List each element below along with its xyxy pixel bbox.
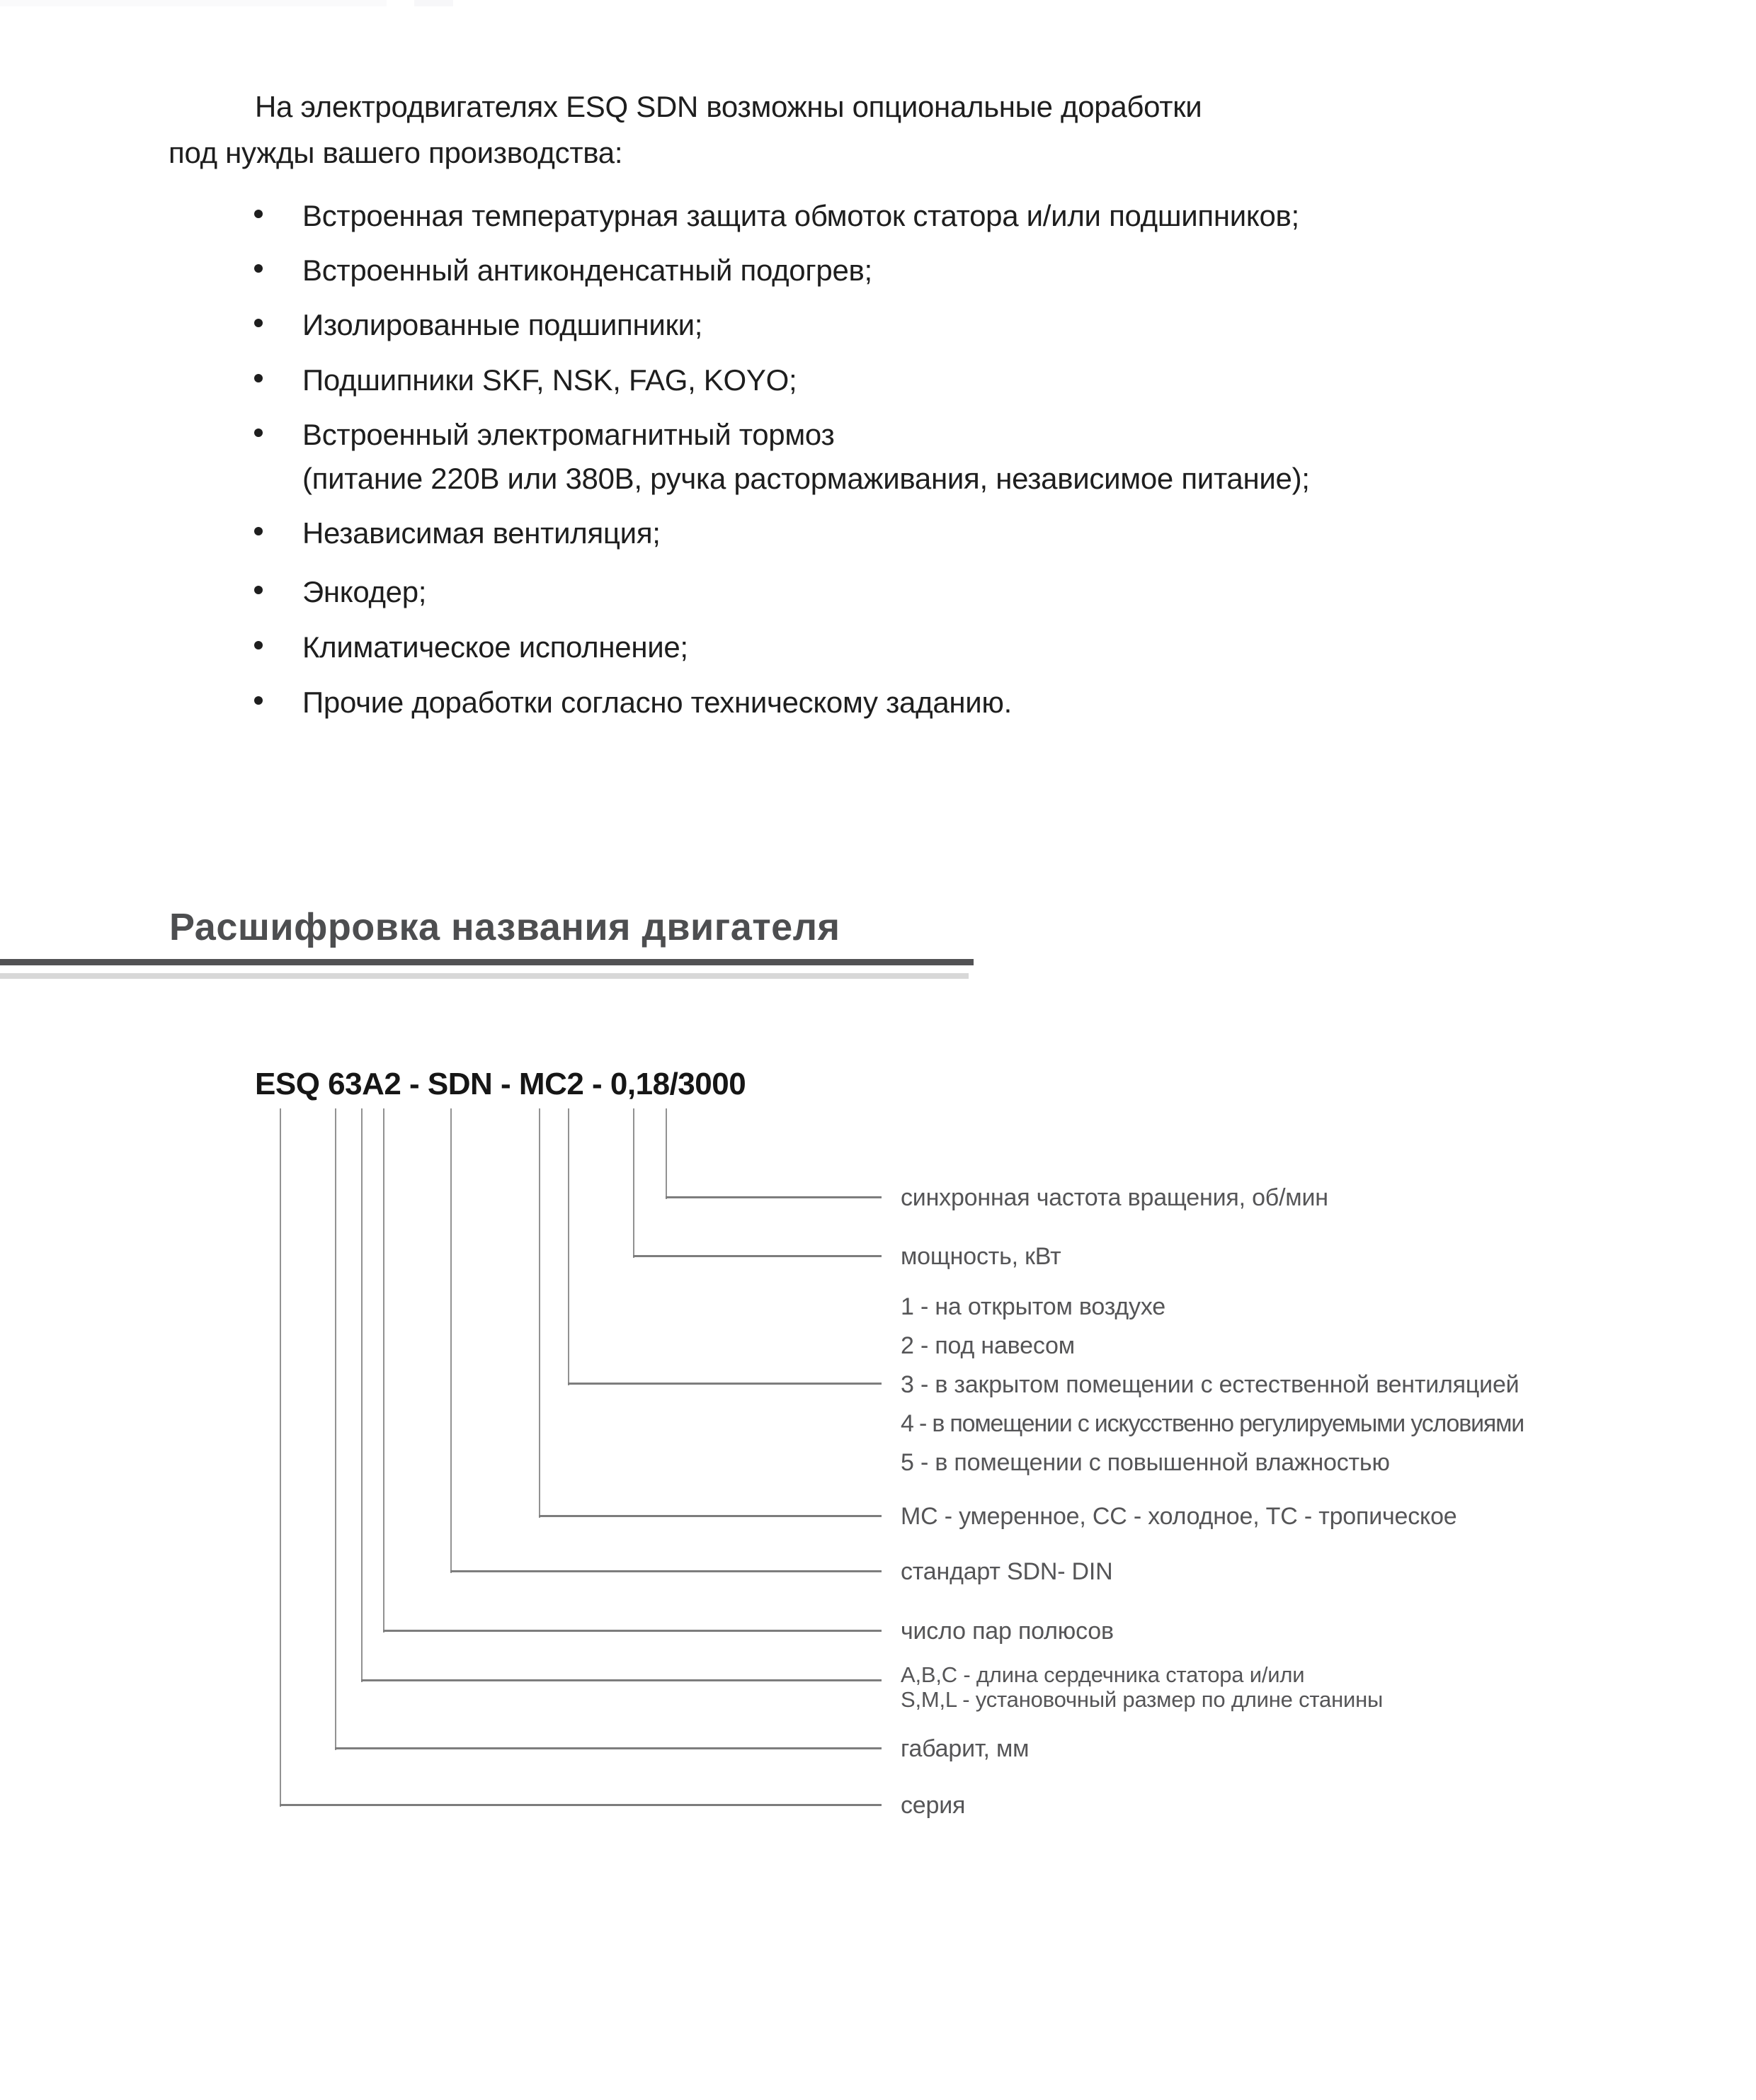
cropped-header-strip <box>0 0 387 6</box>
option-item <box>302 516 661 551</box>
connector-core-length-horizontal <box>361 1679 882 1681</box>
label-poles: число пар полюсов <box>901 1618 1114 1645</box>
connector-placement-horizontal <box>568 1383 882 1385</box>
bullet-icon <box>254 527 263 535</box>
connector-poles-vertical <box>383 1108 384 1633</box>
intro-line-1: На электродвигателях ESQ SDN возможны опциональные доработки <box>255 90 1202 123</box>
label-series: серия <box>901 1792 966 1819</box>
label-core-length-line2: S,M,L - установочный размер по длине станины <box>901 1687 1384 1712</box>
connector-frame-size-horizontal <box>335 1747 882 1749</box>
connector-standard-horizontal <box>450 1570 882 1572</box>
label-standard: стандарт SDN- DIN <box>901 1558 1113 1585</box>
connector-frame-size-vertical <box>335 1108 336 1750</box>
option-text: Встроенный антиконденсатный подогрев; <box>302 254 872 287</box>
connector-core-length-vertical <box>361 1108 363 1682</box>
option-text: Климатическое исполнение; <box>302 630 688 664</box>
option-text: Энкодер; <box>302 575 427 608</box>
label-placement-5: 5 - в помещении с повышенной влажностью <box>901 1449 1390 1476</box>
option-text: Изолированные подшипники; <box>302 308 703 341</box>
label-core-length-line1: А,В,С - длина сердечника статора и/или <box>901 1662 1305 1687</box>
bullet-icon <box>254 641 263 649</box>
cropped-header-strip-fragment <box>414 0 453 6</box>
connector-standard-vertical <box>450 1108 452 1573</box>
label-placement-1: 1 - на открытом воздухе <box>901 1293 1165 1320</box>
connector-climate-horizontal <box>539 1515 882 1517</box>
option-item <box>302 253 872 288</box>
option-text: Подшипники SKF, NSK, FAG, KOYO; <box>302 363 797 397</box>
label-climate: МС - умеренное, СС - холодное, ТС - тропическое <box>901 1503 1457 1530</box>
connector-series-vertical <box>280 1108 281 1807</box>
option-text: Независимая вентиляция; <box>302 516 661 550</box>
option-text: Встроенный электромагнитный тормоз <box>302 418 835 451</box>
option-text: Прочие доработки согласно техническому заданию. <box>302 686 1013 719</box>
bullet-icon <box>254 428 263 437</box>
bullet-icon <box>254 210 263 218</box>
connector-placement-vertical <box>568 1108 569 1385</box>
bullet-icon <box>254 696 263 705</box>
connector-poles-horizontal <box>383 1630 882 1632</box>
option-item <box>302 574 426 610</box>
option-item <box>302 630 688 665</box>
connector-power-horizontal <box>633 1255 882 1257</box>
section-accent-bar <box>0 959 974 965</box>
connector-power-vertical <box>633 1108 634 1258</box>
connector-speed-vertical <box>666 1108 667 1199</box>
motor-code: ESQ 63A2 - SDN - MC2 - 0,18/3000 <box>255 1067 746 1101</box>
section-title: Расшифровка названия двигателя <box>169 906 840 948</box>
bullet-icon <box>254 319 263 327</box>
intro-line-2: под нужды вашего производства: <box>169 136 623 169</box>
connector-speed-horizontal <box>666 1196 882 1198</box>
option-item <box>302 363 797 398</box>
bullet-icon <box>254 586 263 594</box>
section-light-bar <box>0 973 969 979</box>
label-placement-3: 3 - в закрытом помещении с естественной вентиляцией <box>901 1371 1520 1398</box>
option-item <box>302 198 1299 234</box>
option-item <box>302 685 1012 720</box>
connector-climate-vertical <box>539 1108 540 1518</box>
option-item <box>302 417 834 453</box>
option-text: Встроенная температурная защита обмоток статора и/или подшипников; <box>302 199 1299 232</box>
label-placement-4: 4 - в помещении с искусственно регулируемыми условиями <box>901 1410 1524 1437</box>
label-placement-2: 2 - под навесом <box>901 1332 1075 1359</box>
connector-series-horizontal <box>280 1804 882 1806</box>
option-item-continuation <box>302 461 1310 496</box>
option-item <box>302 307 702 343</box>
label-power: мощность, кВт <box>901 1243 1061 1270</box>
bullet-icon <box>254 264 263 273</box>
bullet-icon <box>254 374 263 382</box>
label-speed: синхронная частота вращения, об/мин <box>901 1184 1328 1211</box>
option-text: (питание 220В или 380В, ручка растормаживания, независимое питание); <box>302 462 1310 495</box>
label-frame-size: габарит, мм <box>901 1735 1030 1762</box>
